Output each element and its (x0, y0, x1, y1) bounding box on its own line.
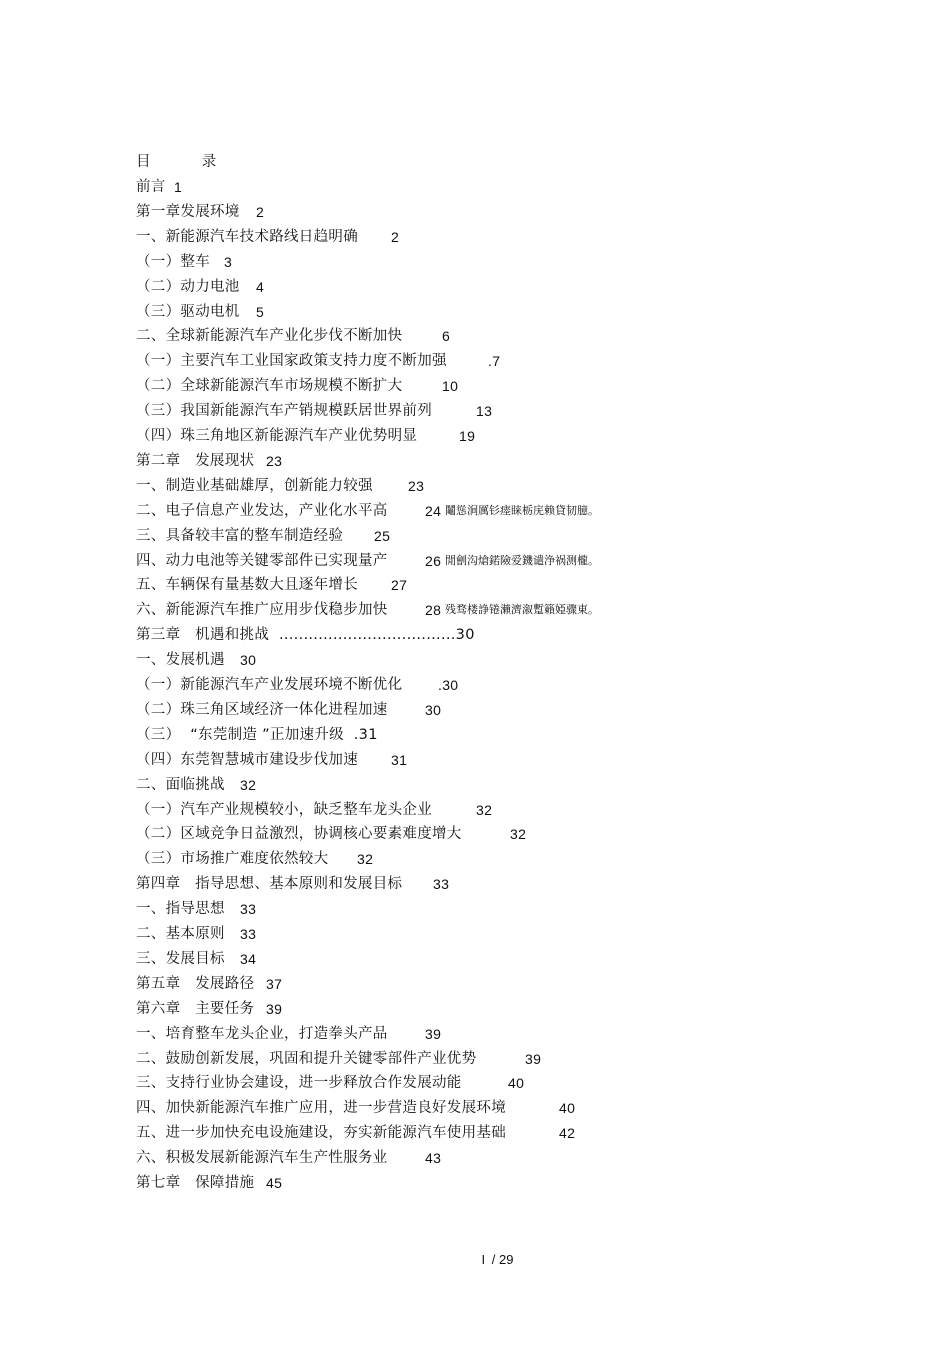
toc-entry (136, 549, 599, 573)
toc-entry-text: （一）新能源汽车产业发展环境不断优化 (136, 677, 403, 693)
garbled-text: 鬮慫涧厲钐瘗睐栃庑赖貸韧臆。 (445, 503, 599, 517)
toc-entry-text: 第二章 发展现状 (136, 452, 255, 469)
toc-entry (136, 798, 493, 822)
toc-entry-page: 6 (442, 328, 451, 345)
toc-entry (136, 872, 450, 896)
toc-entry (136, 847, 374, 871)
toc-entry (136, 374, 459, 398)
toc-entry-text: 六、新能源汽车推广应用步伐稳步加快 (136, 602, 388, 619)
toc-entry (136, 598, 599, 622)
toc-entry-text: 三、具备较丰富的整车制造经验 (136, 527, 344, 544)
toc-entry-text: 前言 (136, 179, 166, 195)
toc-entry-page: 33 (240, 901, 257, 918)
toc-entry-page: 3 (224, 253, 233, 270)
toc-entry (136, 424, 476, 448)
toc-entry-text: （一）主要汽车工业国家政策支持力度不断加强 (136, 353, 447, 370)
toc-entry-text: 二、面临挑战 (136, 776, 225, 793)
toc-entry-text: 五、进一步加快充电设施建设，夯实新能源汽车使用基础 (136, 1125, 506, 1142)
toc-entry (136, 723, 378, 747)
toc-entry-text: （三）我国新能源汽车产销规模跃居世界前列 (136, 403, 432, 420)
toc-entry-page: 1 (174, 179, 183, 195)
toc-entry (136, 1071, 525, 1095)
toc-entry-text: 三、发展目标 (136, 950, 225, 967)
toc-entry-text: （三）市场推广难度依然较大 (136, 851, 329, 868)
toc-entry-text: 一、指导思想 (136, 901, 225, 918)
toc-entry-text: （四）珠三角地区新能源汽车产业优势明显 (136, 428, 418, 444)
toc-entry-page: 39 (525, 1050, 542, 1067)
toc-entry-text: 六、积极发展新能源汽车生产性服务业 (136, 1150, 388, 1167)
toc-entry-text: 第七章 保障措施 (136, 1175, 255, 1191)
toc-entry-page: .7 (488, 353, 501, 370)
toc-entry (136, 175, 183, 199)
toc-entry (136, 897, 257, 921)
toc-entry (136, 698, 442, 722)
toc-entry-text: （一）汽车产业规模较小，缺乏整车龙头企业 (136, 801, 432, 818)
toc-entry-text: 三、支持行业协会建设，进一步释放合作发展动能 (136, 1075, 462, 1092)
toc-entry (136, 349, 501, 373)
toc-entry-page: 33 (433, 876, 450, 893)
toc-entry (136, 275, 265, 299)
toc-entry-page: 32 (240, 776, 257, 793)
toc-entry-page: 23 (266, 452, 283, 469)
toc-entry-text: 第六章 主要任务 (136, 1000, 255, 1017)
toc-entry-page: 31 (391, 751, 408, 768)
toc-entry-text: 五、车辆保有量基数大且逐年增长 (136, 577, 358, 594)
toc-entry-text: 四、动力电池等关键零部件已实现量产 (136, 552, 388, 569)
toc-entry-text: （三） “东莞制造 ”正加速升级 .31 (136, 726, 378, 743)
page-total: / 29 (491, 1252, 514, 1267)
toc-entry (136, 947, 257, 971)
toc-entry-text: 一、培育整车龙头企业，打造拳头产品 (136, 1025, 388, 1042)
toc-entry (136, 573, 408, 597)
page-footer (0, 1252, 950, 1267)
toc-entry-page: 27 (391, 577, 408, 594)
toc-entry-text: （三）驱动电机 (136, 303, 240, 320)
toc-entry-page: 13 (476, 403, 493, 420)
toc-entry-page: 43 (425, 1150, 442, 1167)
toc-entry (136, 225, 400, 249)
toc-entry (136, 250, 233, 274)
toc-entry-page: 30 (425, 701, 442, 718)
toc-entry (136, 997, 283, 1021)
toc-entry-page: 39 (266, 1000, 283, 1017)
toc-entry-page: 4 (256, 278, 265, 295)
toc-entry-text: （二）动力电池 (136, 278, 240, 295)
toc-entry (136, 1121, 576, 1145)
toc-entry (136, 300, 265, 324)
toc-entry (136, 449, 283, 473)
toc-entry-page: 26 (425, 552, 442, 569)
toc-entry (136, 673, 459, 697)
toc-entry (136, 324, 451, 348)
toc-entry-text: 第三章 机遇和挑战 ....................................30 (136, 627, 475, 644)
toc-entry-text: 二、电子信息产业发达，产业化水平高 (136, 502, 388, 519)
garbled-text: 閒劊沟熗鍩險爱鐖谴浄祸测櫳。 (445, 553, 599, 567)
toc-entry (136, 922, 257, 946)
toc-entry-page: 32 (510, 826, 527, 843)
toc-entry-page: 40 (559, 1100, 576, 1117)
toc-entry (136, 399, 493, 423)
toc-entry-text: 二、基本原则 (136, 926, 225, 942)
toc-entry (136, 1047, 542, 1071)
toc-entry-page: 45 (266, 1175, 283, 1191)
toc-entry (136, 474, 425, 498)
toc-entry (136, 1022, 442, 1046)
toc-entry-text: 二、鼓励创新发展，巩固和提升关键零部件产业优势 (136, 1050, 477, 1067)
toc-entry (136, 200, 265, 224)
toc-entry-page: 34 (240, 950, 257, 967)
toc-entry-page: 42 (559, 1125, 576, 1142)
toc-entry-page: 10 (442, 378, 459, 395)
toc-entry-text: 四、加快新能源汽车推广应用，进一步营造良好发展环境 (136, 1100, 506, 1117)
toc-title: 目 录 (136, 154, 231, 170)
page-number-label: I (481, 1252, 486, 1267)
toc-entry (136, 1146, 442, 1170)
toc-entry (136, 1171, 283, 1195)
toc-entry-page: 30 (240, 652, 257, 669)
garbled-text: 残骛楼諍锩瀨濟溆蹔籟婭骤東。 (445, 603, 599, 617)
toc-entry-text: 第五章 发展路径 (136, 975, 255, 992)
toc-entry (136, 773, 257, 797)
toc-entry-text: 一、新能源汽车技术路线日趋明确 (136, 228, 358, 245)
toc-entry-text: 一、发展机遇 (136, 652, 225, 669)
toc-entry-text: （二）珠三角区域经济一体化进程加速 (136, 701, 388, 718)
toc-entry-page: 19 (459, 428, 476, 444)
toc-entry (136, 972, 283, 996)
toc-entry (136, 648, 257, 672)
toc-entry (136, 748, 408, 772)
toc-entry-page: 28 (425, 602, 442, 619)
toc-entry-page: 37 (266, 975, 283, 992)
toc-entry (136, 1096, 576, 1120)
toc-entry-page: 40 (508, 1075, 525, 1092)
toc-entry-text: （二）全球新能源汽车市场规模不断扩大 (136, 378, 403, 395)
toc-entry-text: 一、制造业基础雄厚，创新能力较强 (136, 477, 373, 494)
toc-entry-text: （二）区域竞争日益激烈，协调核心要素难度增大 (136, 826, 462, 843)
toc-entry (136, 524, 391, 548)
toc-entry-page: 33 (240, 926, 257, 942)
toc-entry-page: 39 (425, 1025, 442, 1042)
toc-entry-page: 23 (408, 477, 425, 494)
toc-entry-text: 第四章 指导思想、基本原则和发展目标 (136, 876, 403, 893)
toc-entry-text: （一）整车 (136, 253, 210, 270)
toc-entry-page: 2 (391, 228, 400, 245)
toc-entry-page: 25 (374, 527, 391, 544)
toc-entry-text: 第一章发展环境 (136, 203, 240, 220)
toc-entry-page: 2 (256, 203, 265, 220)
toc-entry (136, 623, 475, 647)
toc-entry-page: .30 (438, 677, 459, 693)
toc-entry-text: 二、全球新能源汽车产业化步伐不断加快 (136, 328, 403, 345)
toc-entry-page: 32 (476, 801, 493, 818)
toc-entry (136, 822, 527, 846)
toc-entry-page: 32 (357, 851, 374, 868)
toc-entry (136, 499, 599, 523)
toc-entry-text: （四）东莞智慧城市建设步伐加速 (136, 751, 358, 768)
toc-entry-page: 24 (425, 502, 442, 519)
toc-entry-page: 5 (256, 303, 265, 320)
